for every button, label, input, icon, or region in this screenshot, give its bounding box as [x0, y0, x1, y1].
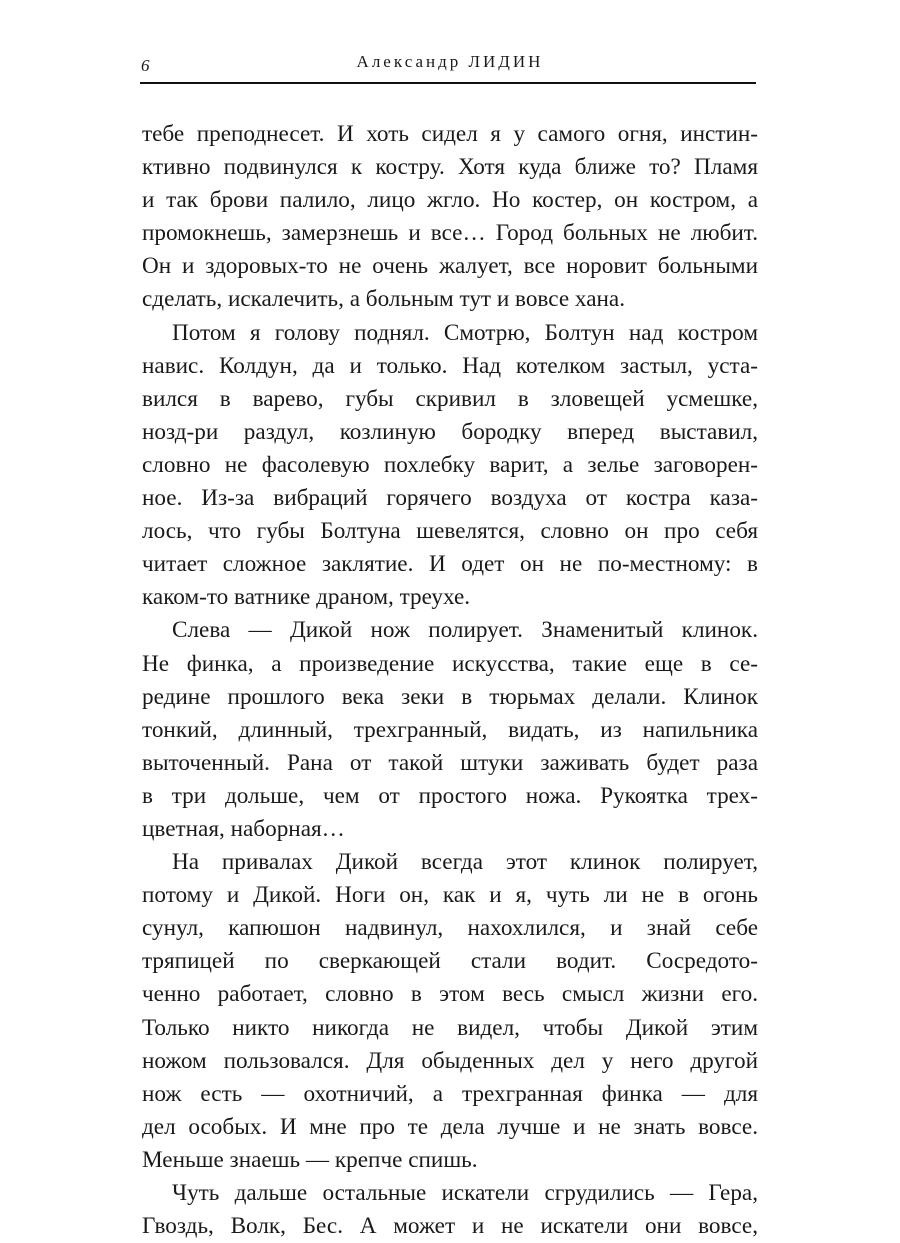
text-line: каком-то ватнике драном, треухе.	[142, 584, 471, 611]
paragraph	[142, 317, 758, 615]
text-line: ченно работает, словно в этом весь смысл жизни его.	[142, 981, 758, 1008]
text-line: Меньше знаешь — крепче спишь.	[142, 1146, 478, 1173]
text-line: Он и здоровых-то не очень жалует, все норовит больными	[142, 253, 758, 280]
text-line: лось, что губы Болтуна шевелятся, словно он про себя	[142, 518, 758, 545]
text-line: тебе преподнесет. И хоть сидел я у самого огня, инстин-	[142, 121, 758, 147]
header-rule	[140, 82, 756, 84]
text-line: сунул, капюшон надвинул, нахохлился, и знай себе	[142, 915, 758, 942]
text-line: нозд-ри раздул, козлиную бородку вперед выставил,	[142, 418, 758, 445]
text-line: сделать, искалечить, а больным тут и вовсе хана.	[142, 286, 625, 313]
text-line: На привалах Дикой всегда этот клинок полирует,	[172, 849, 758, 876]
text-line: промокнешь, замерзнешь и все… Город больных не любит.	[142, 220, 758, 247]
text-line: редине прошлого века зеки в тюрьмах делали. Клинок	[142, 683, 758, 710]
running-title: Александр ЛИДИН	[356, 52, 544, 71]
text-line: дел особых. И мне про те дела лучше и не знать вовсе.	[142, 1113, 758, 1140]
text-line: навис. Колдун, да и только. Над котелком застыл, уста-	[142, 352, 758, 379]
text-line: и так брови палило, лицо жгло. Но костер, он костром, а	[142, 187, 758, 214]
paragraph	[142, 846, 758, 1177]
paragraph	[142, 118, 758, 317]
text-line: ное. Из-за вибраций горячего воздуха от костра каза-	[142, 485, 758, 512]
text-line: вился в варево, губы скривил в зловещей усмешке,	[142, 385, 758, 412]
text-line: Гвоздь, Волк, Бес. А может и не искатели они вовсе,	[142, 1213, 758, 1240]
paragraph	[142, 1177, 758, 1243]
body-text	[142, 118, 758, 1243]
text-line: Не финка, а произведение искусства, такие еще в се-	[142, 650, 758, 677]
text-line: ножом пользовался. Для обыденных дел у него другой	[142, 1047, 758, 1074]
text-line: читает сложное заклятие. И одет он не по-местному: в	[142, 551, 758, 578]
text-line: Только никто никогда не видел, чтобы Дикой этим	[142, 1014, 758, 1041]
paragraph	[142, 614, 758, 846]
page-number: 6	[141, 56, 150, 75]
text-line: нож есть — охотничий, а трехгранная финка — для	[142, 1080, 758, 1107]
text-line: выточенный. Рана от такой штуки заживать будет раза	[142, 749, 758, 776]
text-line: тряпицей по сверкающей стали водит. Сосредото-	[142, 948, 758, 975]
text-line: Потом я голову поднял. Смотрю, Болтун над костром	[172, 319, 758, 346]
text-line: словно не фасолевую похлебку варит, а зелье заговорен-	[142, 451, 758, 478]
text-line: тонкий, длинный, трехгранный, видать, из напильника	[142, 716, 758, 743]
text-line: ктивно подвинулся к костру. Хотя куда ближе то? Пламя	[142, 154, 758, 181]
text-line: потому и Дикой. Ноги он, как и я, чуть ли не в огонь	[142, 882, 758, 909]
text-line: цветная, наборная…	[142, 815, 345, 842]
text-line: Слева — Дикой нож полирует. Знаменитый клинок.	[172, 617, 758, 644]
text-line: Чуть дальше остальные искатели сгрудились — Гера,	[172, 1180, 758, 1206]
text-line: в три дольше, чем от простого ножа. Рукоятка трех-	[142, 782, 758, 809]
